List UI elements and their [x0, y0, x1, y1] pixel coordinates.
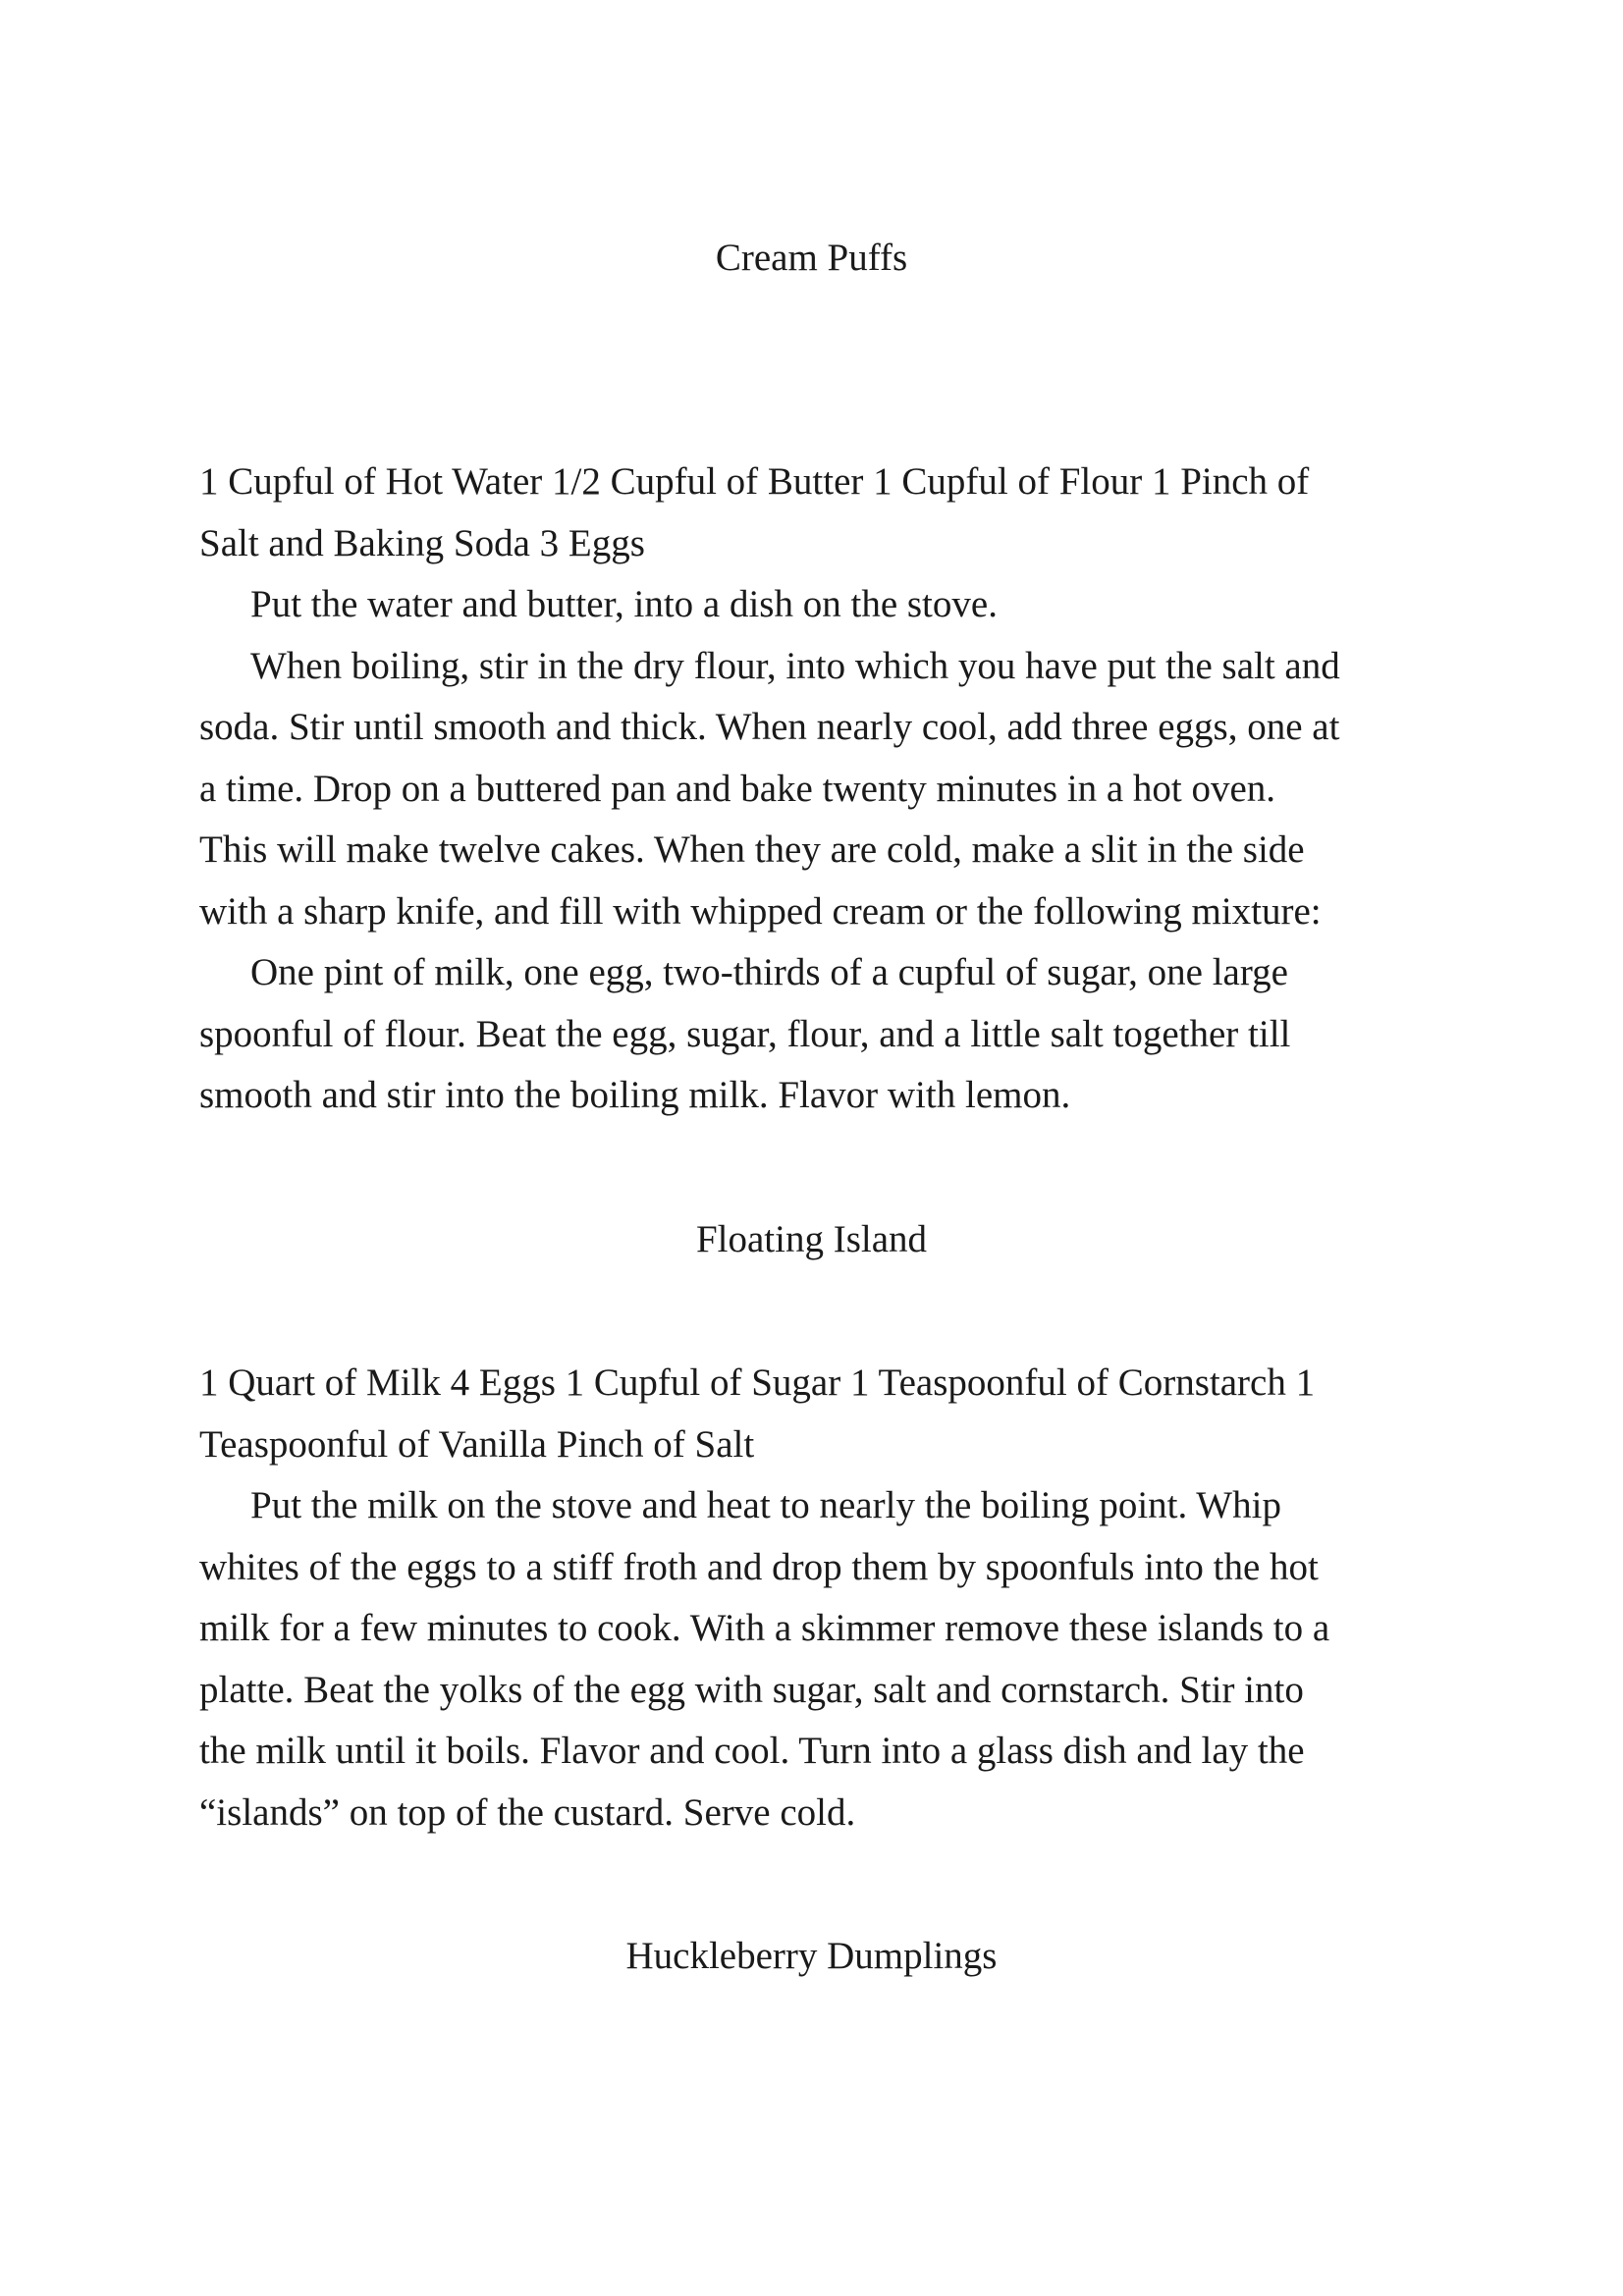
- instruction-line: a time. Drop on a buttered pan and bake twenty minutes in a hot oven.: [199, 767, 1276, 810]
- ingredients-line: 1 Cupful of Hot Water 1/2 Cupful of Butter 1 Cupful of Flour 1 Pinch of: [199, 460, 1310, 503]
- instruction-line: spoonful of flour. Beat the egg, sugar, flour, and a little salt together till: [199, 1012, 1291, 1055]
- instruction-line: milk for a few minutes to cook. With a skimmer remove these islands to a: [199, 1607, 1330, 1649]
- instruction-line: This will make twelve cakes. When they are cold, make a slit in the side: [199, 828, 1305, 871]
- ingredients-line: Salt and Baking Soda 3 Eggs: [199, 521, 645, 564]
- instruction-line: Put the milk on the stove and heat to nearly the boiling point. Whip: [250, 1484, 1281, 1526]
- recipe-body-cream-puffs: [199, 452, 1427, 1127]
- instruction-line: soda. Stir until smooth and thick. When nearly cool, add three eggs, one at: [199, 706, 1340, 748]
- instruction-line: When boiling, stir in the dry flour, into which you have put the salt and: [250, 644, 1340, 687]
- instruction-line: One pint of milk, one egg, two-thirds of a cupful of sugar, one large: [250, 951, 1288, 993]
- instruction-line: platte. Beat the yolks of the egg with sugar, salt and cornstarch. Stir into: [199, 1668, 1304, 1711]
- instruction-line: the milk until it boils. Flavor and cool. Turn into a glass dish and lay the: [199, 1730, 1305, 1772]
- recipe-title-floating-island: Floating Island: [695, 1218, 928, 1260]
- instruction-line: smooth and stir into the boiling milk. Flavor with lemon.: [199, 1074, 1071, 1116]
- recipe-title-cream-puffs: Cream Puffs: [715, 237, 908, 279]
- instruction-line: “islands” on top of the custard. Serve cold.: [199, 1790, 856, 1834]
- ingredients-line: 1 Quart of Milk 4 Eggs 1 Cupful of Sugar 1 Teaspoonful of Cornstarch 1: [199, 1362, 1316, 1404]
- instruction-line: whites of the eggs to a stiff froth and drop them by spoonfuls into the hot: [199, 1545, 1319, 1588]
- ingredients-line: Teaspoonful of Vanilla Pinch of Salt: [199, 1422, 755, 1466]
- recipe-title-huckleberry-dumplings: Huckleberry Dumplings: [625, 1935, 998, 1977]
- recipe-body-floating-island: [199, 1353, 1427, 1843]
- instruction-line: with a sharp knife, and fill with whipped cream or the following mixture:: [199, 889, 1322, 933]
- instruction-line: Put the water and butter, into a dish on the stove.: [250, 583, 998, 625]
